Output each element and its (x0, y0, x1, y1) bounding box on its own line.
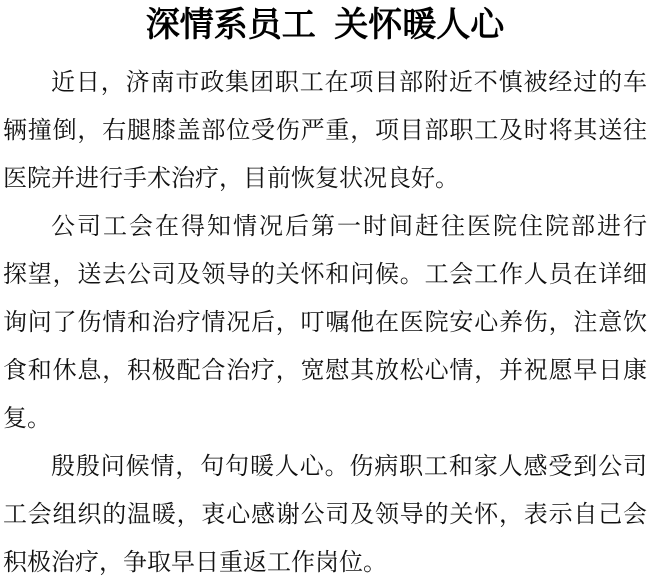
paragraph-line: 医院并进行手术治疗，目前恢复状况良好。 (3, 166, 459, 192)
paragraph-line: 公司工会在得知情况后第一时间赶往医院住院部进行 (51, 214, 647, 240)
paragraph-line: 辆撞倒，右腿膝盖部位受伤严重，项目部职工及时将其送往 (3, 118, 647, 144)
paragraph-3 (3, 443, 647, 586)
paragraph-line: 工会组织的温暖，衷心感谢公司及领导的关怀，表示自己会 (3, 502, 647, 528)
paragraph-line: 探望，送去公司及领导的关怀和问候。工会工作人员在详细 (3, 262, 647, 288)
document-title: 深情系员工 关怀暖人心 (145, 7, 505, 44)
paragraph-1 (3, 59, 647, 203)
document-body (3, 59, 647, 586)
paragraph-line: 近日，济南市政集团职工在项目部附近不慎被经过的车 (51, 70, 647, 96)
paragraph-line: 食和休息，积极配合治疗，宽慰其放松心情，并祝愿早日康 (3, 358, 647, 384)
paragraph-2 (3, 203, 647, 443)
paragraph-line: 殷殷问候情，句句暖人心。伤病职工和家人感受到公司 (51, 454, 647, 480)
paragraph-line: 积极治疗，争取早日重返工作岗位。 (3, 550, 387, 576)
paragraph-line: 复。 (3, 406, 51, 432)
paragraph-line: 询问了伤情和治疗情况后，叮嘱他在医院安心养伤，注意饮 (3, 310, 647, 336)
